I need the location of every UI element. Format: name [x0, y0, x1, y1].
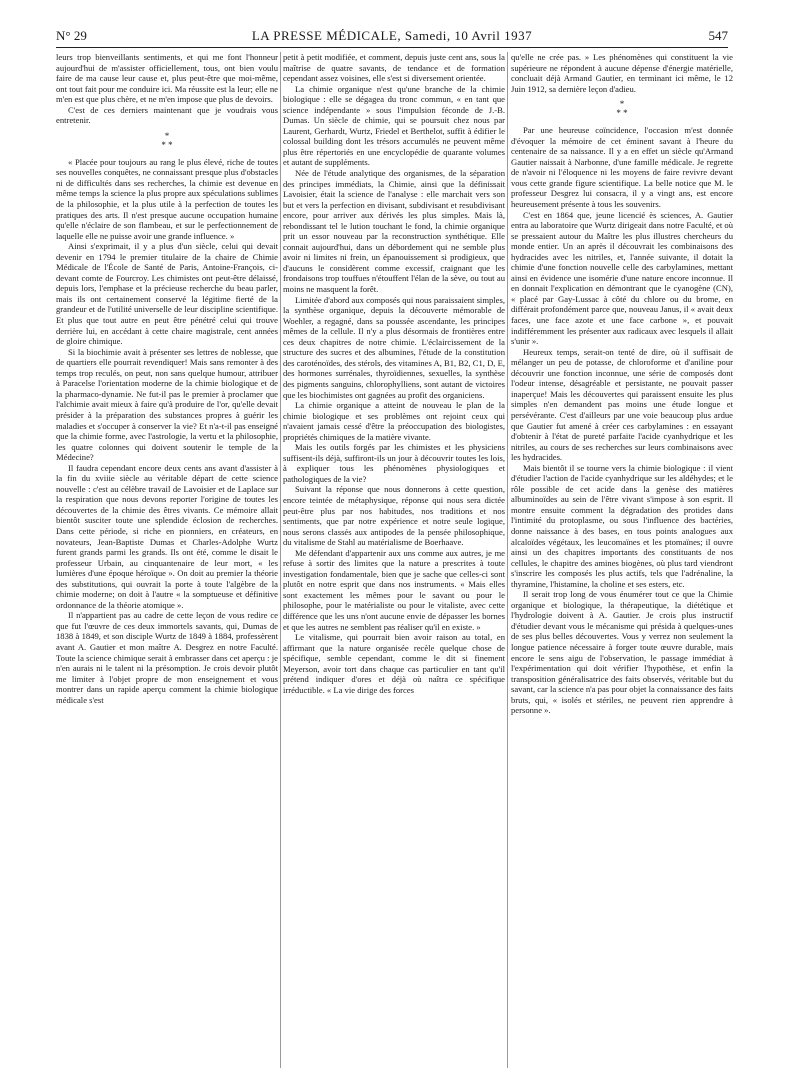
column-divider-1 — [280, 52, 281, 1068]
page-number: 547 — [708, 28, 728, 43]
paragraph: Heureux temps, serait-on tenté de dire, où il suffisait de mélanger un peu de potasse, de chloroforme et d'aniline pour découvrir une fonction inconnue, une série de composés dont l'odeur intense, désagréable et persistante, ne pouvait passer inaperçue! Mais les découvertes qui paraissent ensuite les plus simples n'en demandent pas moins une étude longue et persévérante. C'est d'ailleurs par une voie beaucoup plus ardue que Gautier fut amené à créer ces carbylamines : en essayant d'obtenir à l'état de pureté parfaite l'acide cyanhydrique et les nitriles, au cours de ses recherches sur leurs combinaisons avec les hydracides. — [511, 346, 733, 463]
column-3 — [511, 52, 733, 1072]
paragraph: Le vitalisme, qui pourrait bien avoir raison au total, en affirmant que la nature organisée recèle quelque chose de spécifique, semble cependant, comme le dit si finement Meyerson, avoir tort dans chaque cas particulier en tant qu'il prétend indiquer d'ores et déjà où naîtra ce spécifique irréductible. « La vie dirige des forces — [283, 632, 505, 695]
paragraph: C'est de ces derniers maintenant que je voudrais vous entretenir. — [56, 104, 278, 126]
asterism-top: * — [164, 130, 170, 141]
paragraph: Mais bientôt il se tourne vers la chimie biologique : il vient d'étudier l'action de l'acide cyanhydrique sur les aldéhydes; et le rôle possible de cet acide dans la genèse des matières albuminoïdes au sein de l'être vivant s'impose à son esprit. Il montre ensuite comment la dégradation des protides dans l'intimité du protoplasme, ou sous l'influence des bactéries, donne naissance à des bases, en tous points analogues aux alcaloïdes végétaux, les leucomaïnes et les ptomaïnes; il ouvre ainsi un des chapitres importants des constituants de nos cellules, le chapitre des amines biogènes, où plus tard viendront s'inscrire les composés les plus actifs, tels que l'adrénaline, la thyramine, l'histamine, la choline et ses esters, etc. — [511, 462, 733, 589]
asterism-top: * — [619, 99, 625, 110]
paragraph: Ainsi s'exprimait, il y a plus d'un siècle, celui qui devait devenir en 1794 le premier titulaire de la chaire de Chimie Médicale de l'École de Santé de Paris, Antoine-François, ci-devant comte de Fourcroy. Les chimistes ont peut-être délaissé, depuis lors, l'emphase et la précieuse recherche du beau parler, mais ils ont certainement conservé la légitime fierté de la grandeur et de l'utilité universelle de leur discipline scientifique. Et plus que tout autre en peut être pénétré celui qui trouve derrière lui, en accédant à cette chaire magistrale, cent années de gloire chimique. — [56, 241, 278, 347]
paragraph: Si la biochimie avait à présenter ses lettres de noblesse, que de quartiers elle pourrait revendiquer! Mais sans remonter à des temps trop reculés, on peut, non sans quelque humour, attribuer à Paracelse l'orientation moderne de la chimie biologique et de la pharmaco-dynamie. Ne fut-il pas le premier à proclamer que l'alchimie avait mieux à faire qu'à produire de l'or, qu'elle devait présider à la préparation des substances propres à guérir les maladies et s'occuper à conserver la vie? Et n'a-t-il pas enseigné que la chimie forme, avec l'astrologie, la vertu et la philosophie, les quatre colonnes qui doivent soutenir le temple de la Médecine? — [56, 346, 278, 463]
paragraph: Mais les outils forgés par les chimistes et les physiciens suffisent-ils déjà, suffiront-ils un jour à découvrir toutes les lois, à expliquer tous les phénomènes physiologiques et pathologiques de la vie? — [283, 442, 505, 484]
paragraph: Par une heureuse coïncidence, l'occasion m'est donnée d'évoquer la mémoire de cet éminent savant à l'heure du centenaire de sa naissance. Il y a en effet un siècle qu'Armand Gautier naissait à Narbonne, d'une famille médicale. Je regrette de n'avoir ni l'éloquence ni les moyens de faire revivre devant vous cette grande figure scientifique. La belle notice que M. le professeur Desgrez lui consacra, il y a vingt ans, est encore heureusement présente à tous les souvenirs. — [511, 125, 733, 210]
paragraph: C'est en 1864 que, jeune licencié ès sciences, A. Gautier entra au laboratoire que Wurtz dirigeait dans notre Faculté, et où se pressaient autour du Maître les plus illustres chercheurs du monde entier. Un an après il découvrait les combinaisons des hydracides avec les nitriles, et, l'année suivante, il dotait la chimie d'une fonction nouvelle celle des carbylamines, mettant ainsi en évidence une isomérie d'une nature encore inconnue. Il en donnait l'explication en démontrant que le cyanogène (CN), « placé par Gay-Lussac à côté du chlore ou du brome, en différait profondément parce que, nouveau Janus, il « avait deux faces, une face azote et une face carbone », et pouvait indifféremment les présenter aux radicaux avec lesquels il allait s'unir ». — [511, 209, 733, 347]
paragraph: Il faudra cependant encore deux cents ans avant d'assister à la fin du xviiie siècle au véritable départ de cette science nouvelle : c'est au célèbre travail de Lavoisier et de Laplace sur la respiration que nous devons reporter l'origine de toutes les découvertes de la chimie des êtres vivants. Ce mémoire allait bientôt susciter toute une splendide éclosion de recherches. Dans cette période, si riche en pionniers, en créateurs, en novateurs, Jean-Baptiste Dumas et Charles-Adolphe Wurtz furent grands parmi les grands. Ils ont été, comme le disait le professeur Urbain, au cinquantenaire de leur mort, « les lumières d'une époque héroïque ». On doit au premier la théorie des substitutions, qui ouvrait la porte à toute l'algèbre de la chimie moderne; on doit à l'autre « la somptueuse et définitive ordonnance de la théorie atomique ». — [56, 462, 278, 610]
paragraph: petit à petit modifiée, et comment, depuis juste cent ans, sous la maîtrise de quatre savants, de tendance et de formation cependant assez voisines, elle s'est si diversement orientée. — [283, 52, 505, 84]
header-rule — [56, 47, 728, 48]
column-divider-2 — [507, 52, 508, 1068]
paragraph: Me défendant d'appartenir aux uns comme aux autres, je me refuse à sortir des limites que la nature a prescrites à toute investigation fondamentale, bien que je sache que celles-ci sont plutôt en notre esprit que dans nos instruments. « Mais elles sont exactement les mêmes pour le savant ou pour le philosophe, pour le matérialiste ou pour le vitaliste, avec cette différence que les uns n'ont aucune envie de dépasser les bornes et que les autres ne semblent pas réaliser qu'il en existe. » — [283, 547, 505, 632]
issue-number: N° 29 — [56, 28, 87, 43]
asterism-bottom: * * — [616, 108, 628, 119]
column-2 — [283, 52, 505, 1072]
paragraph: Née de l'étude analytique des organismes, de la séparation des principes immédiats, la Chimie, ainsi que la définissait Lavoisier, était la science de l'analyse : elle marchait vers son but et vers la perfection en divisant, subdivisant et resubdivisant encore, pour arriver aux dérivés les plus simples. Mais là, rebondissant tel le lution touchant le fond, la chimie organique prit un essor nouveau par la reconstruction synthétique. Elle connait aujourd'hui, dans un débordement qui ne semble plus avoir ni limites ni frein, un épanouissement si prodigieux, que d'aucuns le considèrent comme excessif, craignant que les frondaisons trop touffues n'étouffent l'élan de la sève, ou tout au moins ne masquent la forêt. — [283, 168, 505, 295]
paragraph: qu'elle ne crée pas. » Les phénomènes qui constituent la vie supérieure ne répondent à aucune dépense d'énergie matérielle, concluait déjà Armand Gautier, en terminant ici même, le 12 Juin 1912, sa dernière leçon d'adieu. — [511, 52, 733, 94]
paragraph: La chimie organique n'est qu'une branche de la chimie biologique : elle se dégagea du tronc commun, « en tant que science indépendante » sous l'impulsion féconde de J.-B. Dumas. Un siècle de chimie, qui se poursuit chez nous par Laurent, Gerhardt, Wurtz, Friedel et Berthelot, suffit à édifier le colossal building dont les trésors accumulés ne peuvent même plus être répertoriés en une encyclopédie de quarante volumes et autant de suppléments. — [283, 83, 505, 168]
section-separator — [56, 132, 278, 150]
paragraph: leurs trop bienveillants sentiments, et qui me font l'honneur aujourd'hui de m'assister officiellement, tous, ont bien voulu faire de ma cause leur cause et, plus peut-être que moi-même, ont tout fait pour me conduire ici. Ma réussite est la leur; elle ne m'en est que plus chère, et ne m'en impose que plus de devoirs. — [56, 52, 278, 105]
journal-title: LA PRESSE MÉDICALE, Samedi, 10 Avril 1937 — [251, 28, 533, 43]
paragraph: Il n'appartient pas au cadre de cette leçon de vous redire ce que fut l'œuvre de ces deux immortels savants, qui, Dumas de 1838 à 1849, et son disciple Wurtz de 1849 à 1884, professèrent avant A. Gautier et mon maître A. Desgrez en notre Faculté. Toute la science chimique serait à embrasser dans cet aperçu : je n'en aurais ni le talent ni la présomption. Je crois devoir plutôt me limiter à l'objet propre de mon enseignement et vous montrer dans un rapide aperçu comment la chimie biologique médicale s'est — [56, 610, 278, 705]
paragraph: Il serait trop long de vous énumérer tout ce que la Chimie organique et biologique, la thérapeutique, la diététique et l'hydrologie doivent à A. Gautier. Je crois plus instructif d'étudier devant vous le mécanisme qui présida à quelques-unes de ses plus belles découvertes. Vous y verrez non seulement la longue patience nécessaire à forger toute œuvre durable, mais encore le sens aigu de l'observation, le passage immédiat à l'expérimentation qui doit vérifier l'hypothèse, et enfin la transposition généralisatrice des faits observés, véritable but du savant, car la science n'a pas pour objet la connaissance des faits bruts, qui, « isolés et stériles, ne peuvent rien apprendre à personne ». — [511, 589, 733, 716]
paragraph: Limitée d'abord aux composés qui nous paraissaient simples, la synthèse organique, depuis la découverte mémorable de Woehler, a regagné, dans sa poussée ascendante, les principes mêmes de la cellule. Il n'y a plus désormais de frontières entre ces deux chapitres de notre chimie. L'éclaircissement de la structure des sucres et des albumines, l'étude de la constitution des caroténoïdes, des stérols, des vitamines A, B1, B2, C1, D, E, des hormones surrénales, thyroïdiennes, sexuelles, la synthèse des pigments sanguins, chlorophylliens, sont autant de victoires que les biochimistes ont gagnées au profit des organiciens. — [283, 294, 505, 400]
paragraph: « Placée pour toujours au rang le plus élevé, riche de toutes ses nouvelles conquêtes, ne connaissant presque plus d'obstacles ni de difficultés dans ses recherches, la chimie est devenue en même temps la science la plus propre aux spéculations sublimes de la philosophie, et la plus utile à la perfection de toutes les pratiques des arts. Il n'est presque aucune occupation humaine qu'elle n'éclaire de son flambeau, et sur le perfectionnement de laquelle elle ne puisse avoir une grande influence. » — [56, 156, 278, 241]
asterism-bottom: * * — [161, 139, 173, 150]
paragraph: Suivant la réponse que nous donnerons à cette question, encore teintée de métaphysique, réponse qui nous sera dictée peut-être plus par nos habitudes, nos traditions et nos sentiments, que par notre expérience et notre seule logique, nous serons classés aux antipodes de la pensée philosophique, du vitalisme de Stahl au matérialisme de Boerhaave. — [283, 484, 505, 548]
column-1 — [56, 52, 278, 1072]
section-separator — [511, 100, 733, 118]
paragraph: La chimie organique a atteint de nouveau le plan de la chimie biologique et ses problèmes ont rejoint ceux qui n'avaient jamais cessé d'être la préoccupation des biologistes, propriétés chimiques de la matière vivante. — [283, 400, 505, 442]
